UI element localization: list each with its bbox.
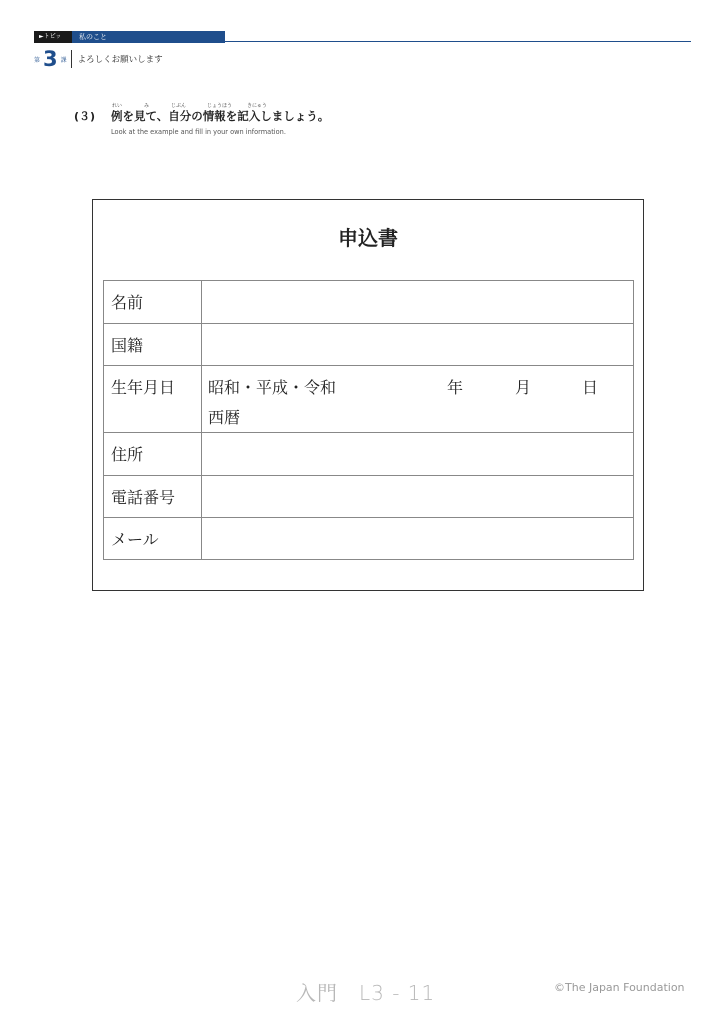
lesson-number: 3 — [43, 47, 58, 71]
year-label: 年 — [447, 378, 464, 397]
instruction-number: (３) — [74, 110, 96, 123]
topic-title: 私のこと — [72, 31, 225, 43]
address-field[interactable] — [202, 433, 633, 475]
label-name: 名前 — [104, 281, 202, 323]
header-rule — [225, 41, 691, 42]
western-year-label: 西暦 — [208, 408, 241, 427]
label-phone: 電話番号 — [104, 476, 202, 517]
birthdate-field[interactable] — [202, 366, 633, 432]
page-number: 入門 L3 - 11 — [296, 981, 436, 1005]
row-phone — [104, 475, 633, 517]
day-label: 日 — [582, 378, 599, 397]
row-birthdate — [104, 365, 633, 432]
ruby-jouhou: じょうほう — [207, 103, 233, 109]
form-table — [103, 280, 634, 560]
ruby-mi: み — [144, 103, 150, 109]
topic-bar — [34, 31, 225, 52]
topic-tag: ►トピック — [34, 31, 72, 43]
instruction-english: Look at the example and fill in your own information. — [111, 128, 286, 136]
email-field[interactable] — [202, 518, 633, 559]
label-nationality: 国籍 — [104, 324, 202, 365]
label-address: 住所 — [104, 433, 202, 475]
nationality-field[interactable] — [202, 324, 633, 365]
row-nationality — [104, 323, 633, 365]
instruction — [74, 102, 330, 136]
instruction-text: 例を見て、自分の情報を記入しましょう。 — [111, 109, 330, 123]
ruby-kinyuu: きにゅう — [247, 103, 267, 109]
lesson-dai: 第 — [34, 56, 41, 64]
row-name — [104, 281, 633, 323]
ruby-jibun: じぶん — [171, 103, 187, 109]
name-field[interactable] — [202, 281, 633, 323]
lesson-heading — [34, 47, 163, 71]
ruby-rei: れい — [112, 103, 123, 109]
phone-field[interactable] — [202, 476, 633, 517]
label-birthdate: 生年月日 — [104, 366, 202, 432]
month-label: 月 — [515, 378, 532, 397]
era-options: 昭和・平成・令和 — [208, 378, 337, 397]
label-email: メール — [104, 518, 202, 559]
row-address — [104, 432, 633, 475]
lesson-ka: 課 — [60, 56, 67, 64]
lesson-divider — [71, 50, 72, 68]
form-title: 申込書 — [338, 226, 398, 250]
copyright: ©The Japan Foundation — [554, 981, 685, 994]
lesson-title: よろしくお願いします — [77, 55, 163, 65]
row-email — [104, 517, 633, 559]
